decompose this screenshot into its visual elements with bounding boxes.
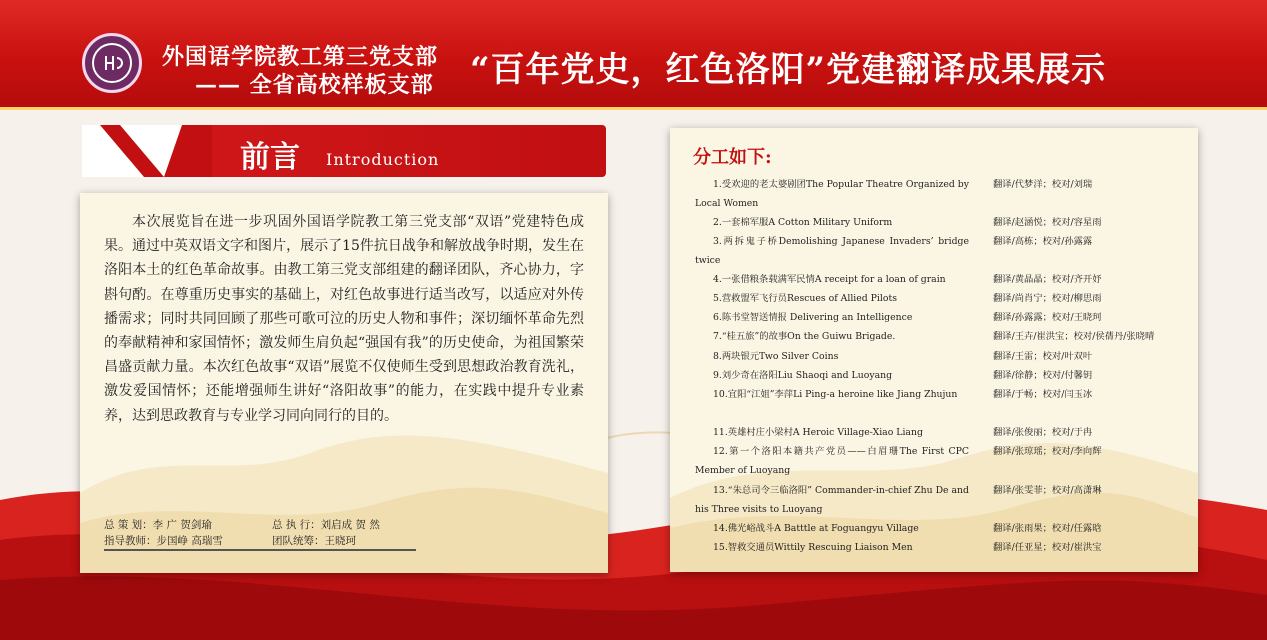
org-name: 外国语学院教工第三党支部 xyxy=(162,44,439,70)
logo-emblem-icon xyxy=(92,43,132,83)
list-item xyxy=(695,308,1102,327)
item-credit: 翻译/尚肖宁；校对/柳思雨 xyxy=(993,293,1102,304)
list-item xyxy=(695,423,1093,442)
credit-underline xyxy=(104,549,416,551)
item-credit: 翻译/任亚星；校对/崔洪宝 xyxy=(993,542,1102,553)
list-item xyxy=(695,347,1093,366)
item-title: 15.智救交通员Wittily Rescuing Liaison Men xyxy=(713,542,913,553)
page-title: “百年党史，红色洛阳”党建翻译成果展示 xyxy=(470,50,1107,90)
list-item xyxy=(695,385,1093,404)
list-item xyxy=(695,327,1155,346)
credit-advisor: 指导教师：步国峥 高瑞雪 xyxy=(104,535,223,547)
item-credit: 翻译/代梦洋；校对/刘瑞 xyxy=(993,179,1093,190)
intro-title: 前言 xyxy=(240,140,300,175)
item-credit: 翻译/黄晶晶；校对/齐开妤 xyxy=(993,274,1102,285)
credit-planner: 总 策 划：李 广 贺剑瑜 xyxy=(104,519,212,531)
item-credit: 翻译/王雷；校对/叶双叶 xyxy=(993,351,1093,362)
item-title: 11.英雄村庄小梁村A Heroic Village-Xiao Liang xyxy=(713,427,923,438)
item-title: 5.营救盟军飞行员Rescues of Allied Pilots xyxy=(713,293,897,304)
intro-title-en: Introduction xyxy=(326,150,440,169)
item-credit: 翻译/高栋；校对/孙露露 xyxy=(993,236,1093,247)
list-item xyxy=(695,481,1102,519)
item-title: 9.刘少奇在洛阳Liu Shaoqi and Luoyang xyxy=(713,370,893,381)
list-item xyxy=(695,366,1093,385)
item-title: 14.佛光峪战斗A Batttle at Foguangyu Village xyxy=(713,523,919,534)
item-title: 4.一张借粮条载满军民情A receipt for a loan of grain xyxy=(713,274,946,285)
intro-body-text: 本次展览旨在进一步巩固外国语学院教工第三党支部“双语”党建特色成果。通过中英双语文字和图片，展示了15件抗日战争和解放战争时期，发生在洛阳本土的红色革命故事。由教工第三党支部组建的翻译团队，齐心协力，字斟句酌。在尊重历史事实的基础上，对红色故事进行适当改写，以适应对外传播需求；同时共同回顾了那些可歌可泣的历史人物和事件；深切缅怀革命先烈的奉献精神和家国情怀；激发师生肩负起“强国有我”的历史使命，为祖国繁荣昌盛贡献力量。本次红色故事“双语”展览不仅使师生受到思想政治教育洗礼，激发爱国情怀；还能增强师生讲好“洛阳故事”的能力，在实践中提升专业素养，达到思政教育与专业学习同向同行的目的。 xyxy=(104,214,584,424)
item-title: 13.“朱总司令三临洛阳” Commander-in-chief Zhu De and his Three visits to Luoyang xyxy=(695,485,969,515)
credit-coordinator: 团队统筹：王晓珂 xyxy=(272,535,356,547)
item-credit: 翻译/张雯菲；校对/高潇琳 xyxy=(993,485,1102,496)
list-item xyxy=(695,270,1102,289)
list-item xyxy=(695,289,1102,308)
item-credit: 翻译/张俊丽；校对/于冉 xyxy=(993,427,1093,438)
list-item xyxy=(695,442,1102,480)
org-subtitle: —— 全省高校样板支部 xyxy=(195,72,434,98)
chevron-decoration-icon xyxy=(82,125,212,177)
item-credit: 翻译/孙露露；校对/王晓珂 xyxy=(993,312,1102,323)
list-item xyxy=(695,175,1093,213)
item-credit: 翻译/张琼瑶；校对/李向辉 xyxy=(993,446,1102,457)
item-title: 2.一套棉军服A Cotton Military Uniform xyxy=(713,217,893,228)
item-title: 8.两块银元Two Silver Coins xyxy=(713,351,839,362)
emblem-glyph-icon xyxy=(101,52,123,74)
item-credit: 翻译/于畅；校对/闫玉冰 xyxy=(993,389,1093,400)
list-item xyxy=(695,213,1102,232)
item-title: 7.“桂五旅”的故事On the Guiwu Brigade. xyxy=(713,331,896,342)
item-title: 12.第一个洛阳本籍共产党员——白眉珊The First CPC Member of Luoyang xyxy=(695,446,969,476)
item-title: 3.两拆鬼子桥Demolishing Japanese Invaders’ bridge twice xyxy=(695,236,969,266)
credit-executive: 总 执 行：刘启成 贺 然 xyxy=(272,519,380,531)
list-item xyxy=(695,232,1093,270)
item-credit: 翻译/张雨果；校对/任露晗 xyxy=(993,523,1102,534)
list-item xyxy=(695,538,1102,557)
item-credit: 翻译/王卉/崔洪宝；校对/侯蒨丹/张晓晴 xyxy=(993,331,1155,342)
item-credit: 翻译/赵涵悦；校对/容星雨 xyxy=(993,217,1102,228)
item-title: 6.陈书堂智送情报 Delivering an Intelligence xyxy=(713,312,913,323)
work-division-title: 分工如下: xyxy=(693,147,772,168)
school-logo xyxy=(82,33,142,93)
item-title: 10.宜阳“江姐”李萍Li Ping-a heroine like Jiang Zhujun xyxy=(713,389,958,400)
item-credit: 翻译/徐静；校对/付馨钥 xyxy=(993,370,1093,381)
list-item xyxy=(695,519,1102,538)
item-title: 1.受欢迎的老太婆剧团The Popular Theatre Organized by Local Women xyxy=(695,179,969,209)
